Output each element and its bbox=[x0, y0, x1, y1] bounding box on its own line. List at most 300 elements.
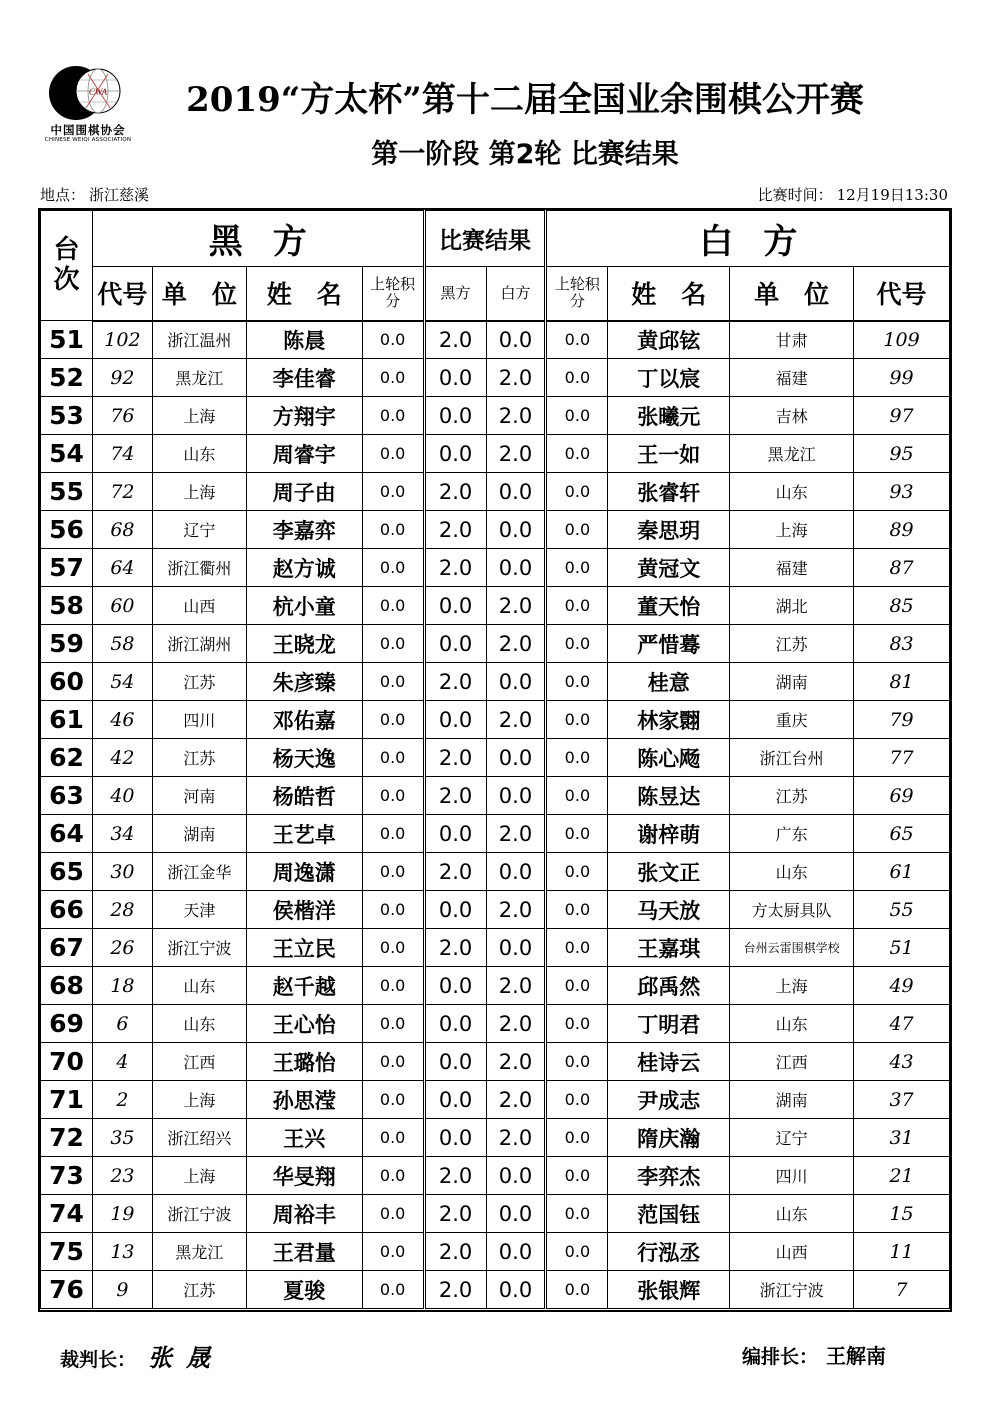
white-result: 2.0 bbox=[486, 815, 546, 853]
white-prev-points: 0.0 bbox=[546, 511, 608, 549]
results-table bbox=[40, 210, 950, 1309]
black-prev-points: 0.0 bbox=[362, 1157, 424, 1195]
black-unit: 山东 bbox=[152, 1005, 246, 1043]
match-time-value: 12月19日13:30 bbox=[836, 186, 948, 204]
white-prev-points: 0.0 bbox=[546, 1271, 608, 1309]
black-prev-points: 0.0 bbox=[362, 967, 424, 1005]
black-prev-points: 0.0 bbox=[362, 321, 424, 359]
white-player-name: 范国钰 bbox=[608, 1195, 730, 1233]
black-player-name: 王心怡 bbox=[246, 1005, 362, 1043]
white-unit: 重庆 bbox=[730, 701, 854, 739]
black-result: 0.0 bbox=[424, 1081, 486, 1119]
chief-referee bbox=[60, 1338, 224, 1373]
white-result: 2.0 bbox=[486, 891, 546, 929]
white-prev-points: 0.0 bbox=[546, 663, 608, 701]
black-prev-points: 0.0 bbox=[362, 549, 424, 587]
white-code: 87 bbox=[854, 549, 950, 587]
table-row bbox=[41, 587, 950, 625]
black-prev-points: 0.0 bbox=[362, 473, 424, 511]
white-unit: 湖南 bbox=[730, 663, 854, 701]
black-unit: 山东 bbox=[152, 435, 246, 473]
white-unit: 浙江宁波 bbox=[730, 1271, 854, 1309]
white-result: 0.0 bbox=[486, 1195, 546, 1233]
black-code: 60 bbox=[92, 587, 152, 625]
white-unit: 山西 bbox=[730, 1233, 854, 1271]
white-code: 99 bbox=[854, 359, 950, 397]
header-row-columns bbox=[41, 267, 950, 321]
white-player-name: 林家翾 bbox=[608, 701, 730, 739]
black-player-name: 夏骏 bbox=[246, 1271, 362, 1309]
black-player-name: 杨天逸 bbox=[246, 739, 362, 777]
board-number: 73 bbox=[41, 1157, 93, 1195]
table-row bbox=[41, 739, 950, 777]
black-unit: 山西 bbox=[152, 587, 246, 625]
chief-referee-signature: 张晟 bbox=[148, 1343, 225, 1372]
white-result: 0.0 bbox=[486, 321, 546, 359]
white-prev-points: 0.0 bbox=[546, 929, 608, 967]
white-unit: 山东 bbox=[730, 473, 854, 511]
white-player-name: 王一如 bbox=[608, 435, 730, 473]
white-player-name: 桂意 bbox=[608, 663, 730, 701]
white-player-name: 丁以宸 bbox=[608, 359, 730, 397]
black-result: 2.0 bbox=[424, 1157, 486, 1195]
results-sheet bbox=[38, 208, 952, 1312]
globe-icon bbox=[48, 64, 128, 122]
white-unit: 江苏 bbox=[730, 625, 854, 663]
black-prev-points: 0.0 bbox=[362, 359, 424, 397]
black-prev-points: 0.0 bbox=[362, 929, 424, 967]
black-result: 2.0 bbox=[424, 549, 486, 587]
white-code: 31 bbox=[854, 1119, 950, 1157]
black-code: 9 bbox=[92, 1271, 152, 1309]
match-time bbox=[758, 184, 948, 205]
white-prev-points: 0.0 bbox=[546, 549, 608, 587]
venue-value: 浙江慈溪 bbox=[89, 186, 150, 204]
white-code: 7 bbox=[854, 1271, 950, 1309]
white-player-name: 马天放 bbox=[608, 891, 730, 929]
black-unit: 江西 bbox=[152, 1043, 246, 1081]
black-result: 2.0 bbox=[424, 511, 486, 549]
page-subtitle: 第一阶段 第2轮 比赛结果 bbox=[371, 139, 679, 170]
black-prev-points: 0.0 bbox=[362, 663, 424, 701]
black-code: 30 bbox=[92, 853, 152, 891]
black-code: 72 bbox=[92, 473, 152, 511]
table-row bbox=[41, 1005, 950, 1043]
black-code: 2 bbox=[92, 1081, 152, 1119]
chief-referee-label: 裁判长： bbox=[60, 1349, 137, 1371]
board-number: 76 bbox=[41, 1271, 93, 1309]
black-code: 6 bbox=[92, 1005, 152, 1043]
white-result: 2.0 bbox=[486, 625, 546, 663]
black-result: 0.0 bbox=[424, 1005, 486, 1043]
black-result: 2.0 bbox=[424, 853, 486, 891]
black-player-name: 侯楷洋 bbox=[246, 891, 362, 929]
black-code: 4 bbox=[92, 1043, 152, 1081]
board-number: 63 bbox=[41, 777, 93, 815]
black-code: 34 bbox=[92, 815, 152, 853]
white-unit: 福建 bbox=[730, 359, 854, 397]
black-prev-points: 0.0 bbox=[362, 1081, 424, 1119]
table-row bbox=[41, 473, 950, 511]
black-player-name: 杭小童 bbox=[246, 587, 362, 625]
black-code: 28 bbox=[92, 891, 152, 929]
black-prev-points: 0.0 bbox=[362, 1233, 424, 1271]
white-code: 69 bbox=[854, 777, 950, 815]
black-prev-points: 0.0 bbox=[362, 739, 424, 777]
board-number: 56 bbox=[41, 511, 93, 549]
white-code: 79 bbox=[854, 701, 950, 739]
black-player-name: 周裕丰 bbox=[246, 1195, 362, 1233]
white-player-name: 张睿轩 bbox=[608, 473, 730, 511]
white-player-name: 邱禹然 bbox=[608, 967, 730, 1005]
white-code: 97 bbox=[854, 397, 950, 435]
black-code: 74 bbox=[92, 435, 152, 473]
board-number: 52 bbox=[41, 359, 93, 397]
black-prev-points: 0.0 bbox=[362, 1195, 424, 1233]
black-result: 0.0 bbox=[424, 587, 486, 625]
table-row bbox=[41, 1233, 950, 1271]
black-code: 46 bbox=[92, 701, 152, 739]
white-result: 2.0 bbox=[486, 1005, 546, 1043]
black-unit: 山东 bbox=[152, 967, 246, 1005]
black-prev-points: 0.0 bbox=[362, 891, 424, 929]
white-result: 0.0 bbox=[486, 739, 546, 777]
white-player-name: 秦思玥 bbox=[608, 511, 730, 549]
header-result: 比赛结果 bbox=[424, 211, 546, 267]
black-player-name: 王兴 bbox=[246, 1119, 362, 1157]
white-prev-points: 0.0 bbox=[546, 853, 608, 891]
white-prev-points: 0.0 bbox=[546, 1233, 608, 1271]
white-result: 2.0 bbox=[486, 1043, 546, 1081]
white-code: 11 bbox=[854, 1233, 950, 1271]
white-unit: 上海 bbox=[730, 511, 854, 549]
table-row bbox=[41, 891, 950, 929]
black-unit: 上海 bbox=[152, 1157, 246, 1195]
black-result: 2.0 bbox=[424, 1233, 486, 1271]
black-player-name: 方翔宇 bbox=[246, 397, 362, 435]
white-result: 0.0 bbox=[486, 549, 546, 587]
white-prev-points: 0.0 bbox=[546, 435, 608, 473]
black-code: 19 bbox=[92, 1195, 152, 1233]
black-code: 35 bbox=[92, 1119, 152, 1157]
black-result: 0.0 bbox=[424, 359, 486, 397]
black-prev-points: 0.0 bbox=[362, 1271, 424, 1309]
black-result: 2.0 bbox=[424, 473, 486, 511]
white-result: 2.0 bbox=[486, 359, 546, 397]
white-prev-points: 0.0 bbox=[546, 473, 608, 511]
white-result: 2.0 bbox=[486, 435, 546, 473]
black-unit: 江苏 bbox=[152, 663, 246, 701]
table-row bbox=[41, 1195, 950, 1233]
header-row-top bbox=[41, 211, 950, 267]
white-unit: 吉林 bbox=[730, 397, 854, 435]
black-unit: 浙江衢州 bbox=[152, 549, 246, 587]
white-code: 21 bbox=[854, 1157, 950, 1195]
black-unit: 浙江金华 bbox=[152, 853, 246, 891]
white-code: 43 bbox=[854, 1043, 950, 1081]
white-result: 0.0 bbox=[486, 1271, 546, 1309]
black-unit: 浙江宁波 bbox=[152, 929, 246, 967]
white-code: 93 bbox=[854, 473, 950, 511]
black-prev-points: 0.0 bbox=[362, 435, 424, 473]
white-player-name: 严惜蓦 bbox=[608, 625, 730, 663]
white-result: 0.0 bbox=[486, 1157, 546, 1195]
header-black-side: 黑方 bbox=[92, 211, 424, 267]
white-player-name: 张银辉 bbox=[608, 1271, 730, 1309]
table-row bbox=[41, 625, 950, 663]
white-prev-points: 0.0 bbox=[546, 891, 608, 929]
black-player-name: 王艺卓 bbox=[246, 815, 362, 853]
black-prev-points: 0.0 bbox=[362, 815, 424, 853]
black-result: 0.0 bbox=[424, 967, 486, 1005]
match-time-label: 比赛时间： bbox=[757, 186, 833, 204]
board-number: 72 bbox=[41, 1119, 93, 1157]
table-row bbox=[41, 777, 950, 815]
black-prev-points: 0.0 bbox=[362, 625, 424, 663]
white-result: 0.0 bbox=[486, 663, 546, 701]
board-number: 60 bbox=[41, 663, 93, 701]
white-player-name: 张曦元 bbox=[608, 397, 730, 435]
black-prev-points: 0.0 bbox=[362, 777, 424, 815]
board-number: 68 bbox=[41, 967, 93, 1005]
black-unit: 上海 bbox=[152, 473, 246, 511]
white-player-name: 陈心飏 bbox=[608, 739, 730, 777]
white-prev-points: 0.0 bbox=[546, 1081, 608, 1119]
black-unit: 浙江绍兴 bbox=[152, 1119, 246, 1157]
black-unit: 四川 bbox=[152, 701, 246, 739]
white-prev-points: 0.0 bbox=[546, 397, 608, 435]
white-prev-points: 0.0 bbox=[546, 739, 608, 777]
white-unit: 浙江台州 bbox=[730, 739, 854, 777]
board-number: 58 bbox=[41, 587, 93, 625]
white-result: 2.0 bbox=[486, 967, 546, 1005]
black-result: 2.0 bbox=[424, 739, 486, 777]
board-number: 65 bbox=[41, 853, 93, 891]
black-result: 2.0 bbox=[424, 1271, 486, 1309]
header-white-code: 代号 bbox=[854, 267, 950, 321]
black-result: 0.0 bbox=[424, 1043, 486, 1081]
black-result: 2.0 bbox=[424, 321, 486, 359]
white-prev-points: 0.0 bbox=[546, 815, 608, 853]
white-prev-points: 0.0 bbox=[546, 1157, 608, 1195]
black-player-name: 杨皓哲 bbox=[246, 777, 362, 815]
board-number: 57 bbox=[41, 549, 93, 587]
black-code: 58 bbox=[92, 625, 152, 663]
black-code: 64 bbox=[92, 549, 152, 587]
logo-text: CWA bbox=[88, 87, 108, 97]
board-number: 61 bbox=[41, 701, 93, 739]
black-player-name: 王君量 bbox=[246, 1233, 362, 1271]
white-code: 95 bbox=[854, 435, 950, 473]
black-player-name: 王璐怡 bbox=[246, 1043, 362, 1081]
white-code: 81 bbox=[854, 663, 950, 701]
white-code: 61 bbox=[854, 853, 950, 891]
black-player-name: 李嘉弈 bbox=[246, 511, 362, 549]
white-prev-points: 0.0 bbox=[546, 1119, 608, 1157]
white-prev-points: 0.0 bbox=[546, 701, 608, 739]
black-result: 0.0 bbox=[424, 891, 486, 929]
white-unit: 福建 bbox=[730, 549, 854, 587]
table-row bbox=[41, 1043, 950, 1081]
black-player-name: 赵方诚 bbox=[246, 549, 362, 587]
black-player-name: 周睿宇 bbox=[246, 435, 362, 473]
white-result: 0.0 bbox=[486, 929, 546, 967]
board-number: 70 bbox=[41, 1043, 93, 1081]
header-black-prev-points: 上轮积分 bbox=[362, 267, 424, 321]
black-unit: 江苏 bbox=[152, 1271, 246, 1309]
white-prev-points: 0.0 bbox=[546, 359, 608, 397]
black-result: 0.0 bbox=[424, 1119, 486, 1157]
table-row bbox=[41, 549, 950, 587]
black-result: 2.0 bbox=[424, 929, 486, 967]
chief-organizer-label: 编排长： bbox=[741, 1346, 818, 1368]
white-unit: 湖南 bbox=[730, 1081, 854, 1119]
header-white-prev-points: 上轮积分 bbox=[546, 267, 608, 321]
board-number: 66 bbox=[41, 891, 93, 929]
header-white-side: 白方 bbox=[546, 211, 950, 267]
black-unit: 辽宁 bbox=[152, 511, 246, 549]
board-number: 53 bbox=[41, 397, 93, 435]
black-prev-points: 0.0 bbox=[362, 587, 424, 625]
white-unit: 江苏 bbox=[730, 777, 854, 815]
white-player-name: 尹成志 bbox=[608, 1081, 730, 1119]
black-result: 0.0 bbox=[424, 435, 486, 473]
page-title: 2019“方太杯”第十二届全国业余围棋公开赛 bbox=[186, 80, 864, 120]
black-result: 0.0 bbox=[424, 397, 486, 435]
white-result: 2.0 bbox=[486, 587, 546, 625]
white-prev-points: 0.0 bbox=[546, 625, 608, 663]
black-unit: 江苏 bbox=[152, 739, 246, 777]
black-prev-points: 0.0 bbox=[362, 1005, 424, 1043]
white-unit: 山东 bbox=[730, 1195, 854, 1233]
white-code: 51 bbox=[854, 929, 950, 967]
white-result: 2.0 bbox=[486, 1119, 546, 1157]
black-code: 102 bbox=[92, 321, 152, 359]
white-unit: 方太厨具队 bbox=[730, 891, 854, 929]
white-player-name: 黄邱铉 bbox=[608, 321, 730, 359]
black-code: 54 bbox=[92, 663, 152, 701]
header-black-name: 姓 名 bbox=[246, 267, 362, 321]
table-row bbox=[41, 321, 950, 359]
white-prev-points: 0.0 bbox=[546, 967, 608, 1005]
white-unit: 台州云雷围棋学校 bbox=[730, 929, 854, 967]
white-result: 0.0 bbox=[486, 853, 546, 891]
white-player-name: 董天怡 bbox=[608, 587, 730, 625]
white-code: 65 bbox=[854, 815, 950, 853]
table-row bbox=[41, 359, 950, 397]
table-row bbox=[41, 397, 950, 435]
white-player-name: 桂诗云 bbox=[608, 1043, 730, 1081]
white-code: 77 bbox=[854, 739, 950, 777]
table-row bbox=[41, 1271, 950, 1309]
black-prev-points: 0.0 bbox=[362, 1119, 424, 1157]
white-result: 2.0 bbox=[486, 701, 546, 739]
white-unit: 四川 bbox=[730, 1157, 854, 1195]
black-player-name: 华旻翔 bbox=[246, 1157, 362, 1195]
board-number: 67 bbox=[41, 929, 93, 967]
black-unit: 浙江湖州 bbox=[152, 625, 246, 663]
table-row bbox=[41, 1119, 950, 1157]
black-result: 0.0 bbox=[424, 815, 486, 853]
table-row bbox=[41, 853, 950, 891]
header-white-unit: 单 位 bbox=[730, 267, 854, 321]
white-player-name: 隋庆瀚 bbox=[608, 1119, 730, 1157]
chief-organizer bbox=[742, 1340, 886, 1369]
white-prev-points: 0.0 bbox=[546, 1043, 608, 1081]
black-player-name: 赵千越 bbox=[246, 967, 362, 1005]
black-player-name: 周逸潇 bbox=[246, 853, 362, 891]
white-player-name: 王嘉琪 bbox=[608, 929, 730, 967]
white-player-name: 黄冠文 bbox=[608, 549, 730, 587]
black-prev-points: 0.0 bbox=[362, 1043, 424, 1081]
white-result: 0.0 bbox=[486, 777, 546, 815]
table-row bbox=[41, 511, 950, 549]
black-unit: 湖南 bbox=[152, 815, 246, 853]
board-number: 62 bbox=[41, 739, 93, 777]
white-code: 15 bbox=[854, 1195, 950, 1233]
white-player-name: 行泓丞 bbox=[608, 1233, 730, 1271]
white-unit: 黑龙江 bbox=[730, 435, 854, 473]
black-result: 2.0 bbox=[424, 663, 486, 701]
white-result: 0.0 bbox=[486, 1233, 546, 1271]
white-code: 89 bbox=[854, 511, 950, 549]
black-player-name: 朱彦臻 bbox=[246, 663, 362, 701]
black-result: 2.0 bbox=[424, 777, 486, 815]
black-code: 18 bbox=[92, 967, 152, 1005]
black-player-name: 孙思滢 bbox=[246, 1081, 362, 1119]
black-code: 76 bbox=[92, 397, 152, 435]
org-name: 中国围棋协会 bbox=[50, 123, 126, 137]
header-white-name: 姓 名 bbox=[608, 267, 730, 321]
board-number: 69 bbox=[41, 1005, 93, 1043]
black-unit: 浙江宁波 bbox=[152, 1195, 246, 1233]
black-player-name: 邓佑嘉 bbox=[246, 701, 362, 739]
white-result: 0.0 bbox=[486, 473, 546, 511]
table-row bbox=[41, 663, 950, 701]
org-english-name: CHINESE WEIQI ASSOCIATION bbox=[44, 137, 132, 143]
black-player-name: 周子由 bbox=[246, 473, 362, 511]
header-board: 台次 bbox=[41, 211, 93, 321]
white-unit: 山东 bbox=[730, 853, 854, 891]
black-unit: 上海 bbox=[152, 1081, 246, 1119]
table-row bbox=[41, 815, 950, 853]
white-unit: 甘肃 bbox=[730, 321, 854, 359]
white-prev-points: 0.0 bbox=[546, 587, 608, 625]
black-code: 42 bbox=[92, 739, 152, 777]
table-row bbox=[41, 929, 950, 967]
black-prev-points: 0.0 bbox=[362, 853, 424, 891]
white-unit: 湖北 bbox=[730, 587, 854, 625]
white-player-name: 谢梓萌 bbox=[608, 815, 730, 853]
header-black-result: 黑方 bbox=[424, 267, 486, 321]
black-unit: 黑龙江 bbox=[152, 359, 246, 397]
white-code: 49 bbox=[854, 967, 950, 1005]
black-code: 92 bbox=[92, 359, 152, 397]
white-result: 0.0 bbox=[486, 511, 546, 549]
white-result: 2.0 bbox=[486, 1081, 546, 1119]
chief-organizer-name: 王解南 bbox=[826, 1344, 886, 1368]
white-code: 109 bbox=[854, 321, 950, 359]
header-black-code: 代号 bbox=[92, 267, 152, 321]
venue bbox=[40, 184, 149, 205]
header-black-unit: 单 位 bbox=[152, 267, 246, 321]
board-number: 75 bbox=[41, 1233, 93, 1271]
table-row bbox=[41, 967, 950, 1005]
white-unit: 上海 bbox=[730, 967, 854, 1005]
white-result: 2.0 bbox=[486, 397, 546, 435]
white-unit: 山东 bbox=[730, 1005, 854, 1043]
white-player-name: 张文正 bbox=[608, 853, 730, 891]
